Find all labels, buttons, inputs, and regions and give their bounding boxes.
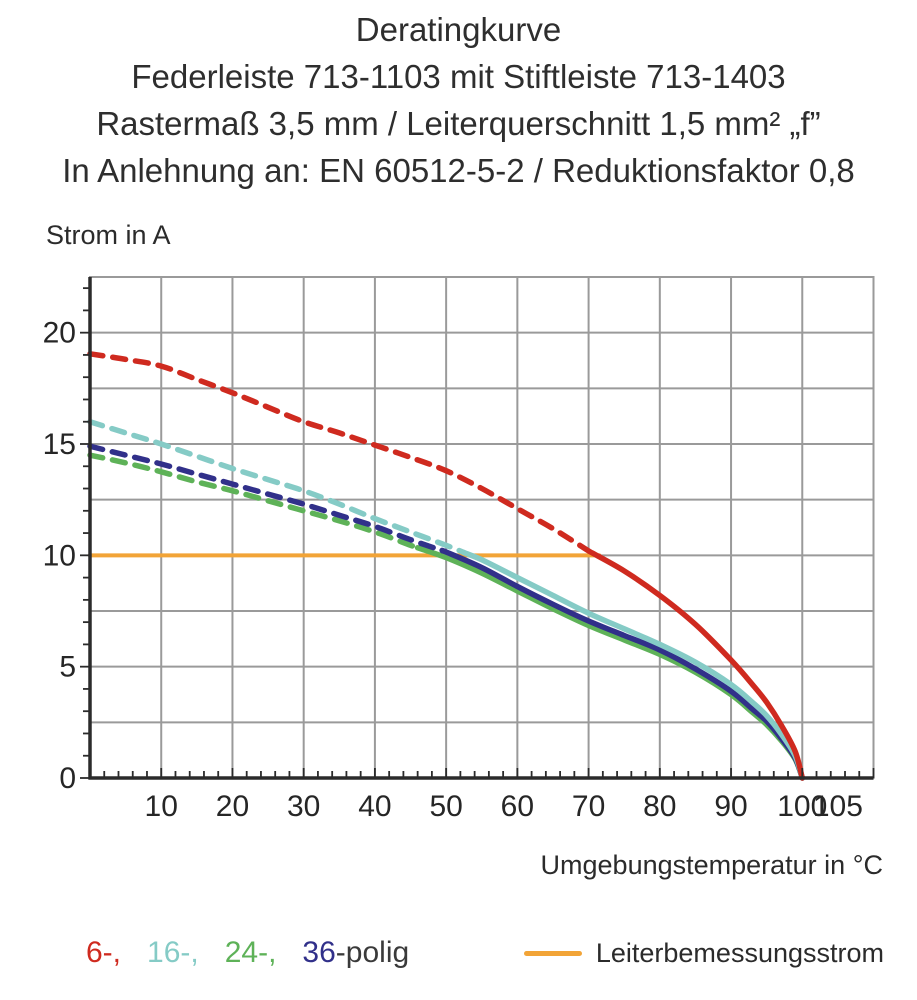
y-tick-label-5: 5 [59, 650, 76, 684]
y-tick-label-15: 15 [42, 428, 76, 461]
legend-item-group [302, 936, 409, 970]
x-tick-label-105: 105 [812, 790, 863, 823]
x-tick-label-20: 20 [215, 790, 250, 823]
series-16-polig-dashed-segment [90, 422, 464, 553]
y-tick-label-0: 0 [59, 762, 76, 795]
y-axis-title: Strom in A [46, 220, 171, 250]
x-tick-label-90: 90 [714, 790, 748, 823]
x-tick-label-40: 40 [358, 790, 392, 823]
legend-item-6: 6-, [86, 936, 122, 969]
rated-current-legend [524, 938, 884, 969]
chart-subtitle-2: Rastermaß 3,5 mm / Leiterquerschnitt 1,5 mm² „f” [96, 105, 821, 142]
chart-subtitle-1: Federleiste 713-1103 mit Stiftleiste 713-1403 [131, 58, 786, 95]
chart-title: Deratingkurve [355, 11, 562, 48]
chart-subtitle-3: In Anlehnung an: EN 60512-5-2 / Reduktionsfaktor 0,8 [62, 152, 855, 189]
x-tick-label-70: 70 [571, 790, 606, 823]
x-axis-title: Umgebungstemperatur in °C [540, 850, 883, 880]
x-tick-label-80: 80 [643, 790, 677, 823]
x-tick-label-10: 10 [144, 790, 178, 823]
y-tick-label-10: 10 [42, 539, 76, 573]
poles-legend [86, 936, 409, 970]
x-tick-label-50: 50 [429, 790, 463, 823]
x-tick-label-30: 30 [286, 790, 321, 823]
legend-item-24: 24-, [224, 936, 277, 969]
x-tick-label-60: 60 [500, 790, 535, 823]
series-24-polig-dashed-segment [90, 455, 418, 548]
series-24-polig-solid-segment [418, 548, 803, 778]
series-36-polig-solid-segment [442, 550, 802, 778]
y-tick-label-20: 20 [42, 316, 76, 350]
rated-current-line-swatch [524, 951, 582, 956]
x-tick-label-100: 100 [777, 790, 828, 823]
legend-item-16: 16-, [147, 936, 199, 969]
legend-item-36: 36 [302, 936, 336, 969]
rated-current-label: Leiterbemessungsstrom [595, 938, 884, 968]
y-tick-labels [43, 317, 76, 795]
legend-item-polig: -polig [335, 936, 410, 969]
x-tick-labels [145, 790, 863, 823]
